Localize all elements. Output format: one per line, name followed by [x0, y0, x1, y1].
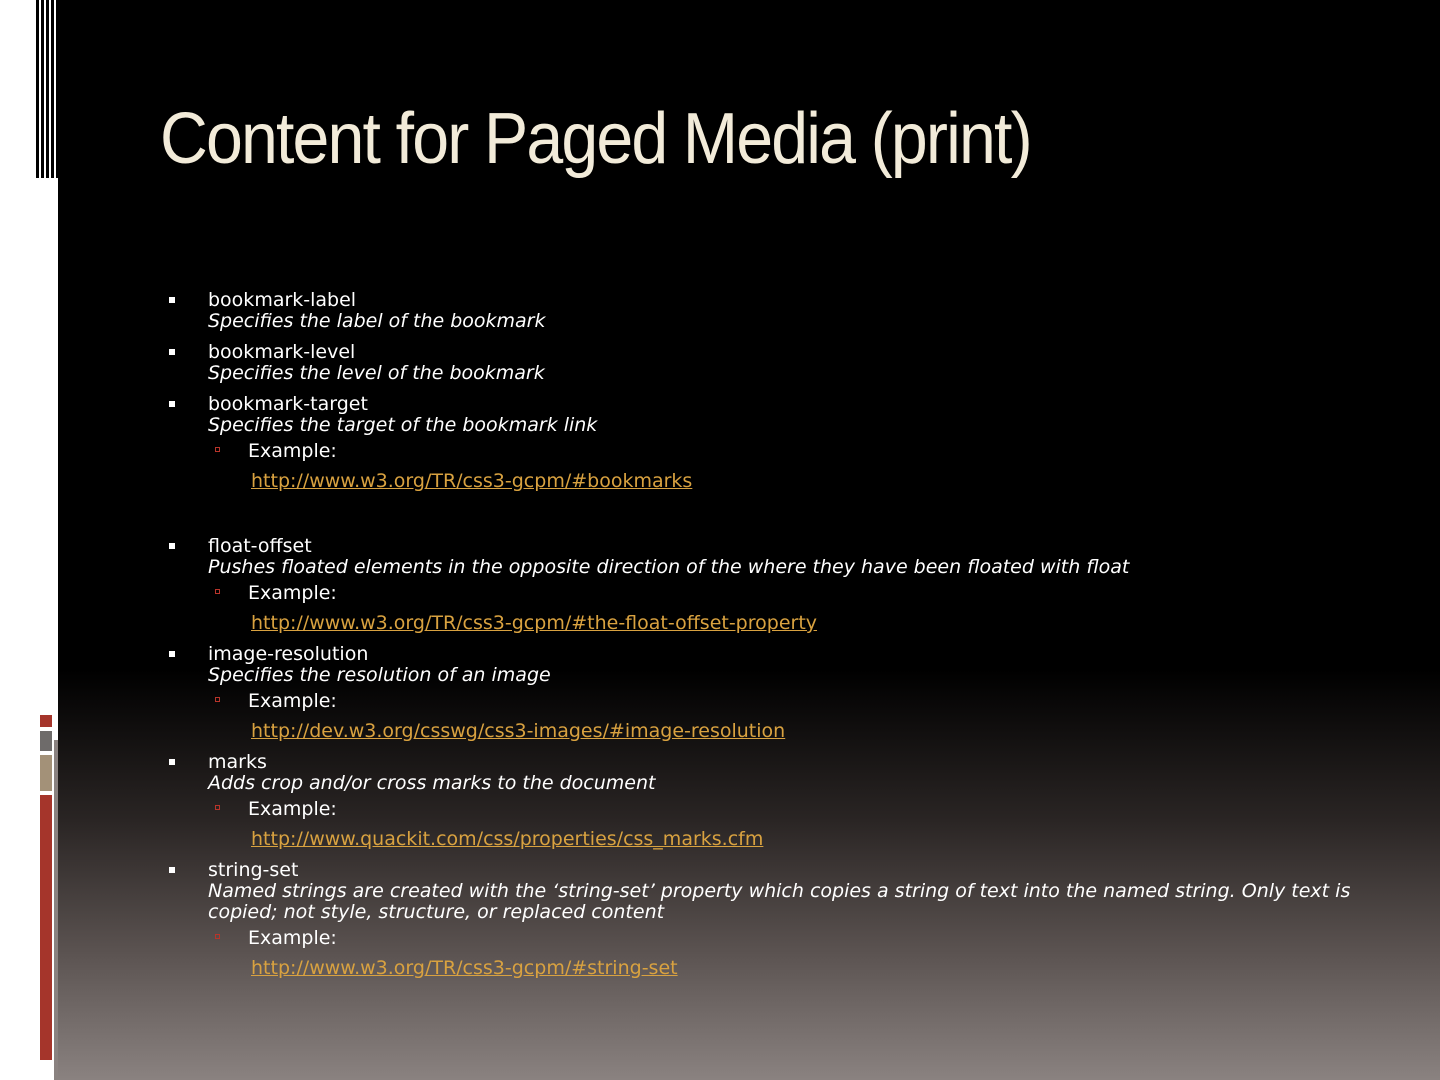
example-subitem [208, 927, 1398, 949]
property-description: Named strings are created with the ‘string-set’ property which copies a string of text into the named string. Only text is copied; not style, structure, or replaced content [208, 880, 1351, 923]
square-bullet-icon [169, 867, 175, 873]
property-description: Specifies the resolution of an image [208, 664, 551, 686]
example-link[interactable]: http://www.w3.org/TR/css3-gcpm/#bookmarks [251, 470, 693, 492]
hollow-square-bullet-icon [215, 447, 220, 452]
property-name: bookmark-target [208, 393, 368, 415]
hollow-square-bullet-icon [215, 589, 220, 594]
property-name: marks [208, 751, 267, 773]
example-subitem [208, 440, 1398, 462]
square-bullet-icon [169, 759, 175, 765]
example-label: Example: [248, 582, 337, 604]
example-subitem [208, 690, 1398, 712]
square-bullet-icon [169, 543, 175, 549]
square-bullet-icon [169, 297, 175, 303]
example-subitem [208, 798, 1398, 820]
example-link[interactable]: http://www.quackit.com/css/properties/css_marks.cfm [251, 828, 764, 850]
hollow-square-bullet-icon [215, 805, 220, 810]
square-bullet-icon [169, 349, 175, 355]
list-item [158, 394, 1398, 492]
hollow-square-bullet-icon [215, 697, 220, 702]
example-label: Example: [248, 440, 337, 462]
decorative-block-tan [40, 755, 52, 791]
list-item [158, 290, 1398, 332]
example-label: Example: [248, 927, 337, 949]
example-label: Example: [248, 690, 337, 712]
property-name: float-offset [208, 535, 312, 557]
slide-title: Content for Paged Media (print) [160, 99, 1031, 179]
decorative-block-gray [40, 731, 52, 751]
example-subitem [208, 582, 1398, 604]
property-description: Pushes floated elements in the opposite direction of the where they have been floated with float [208, 556, 1130, 578]
list-item [158, 644, 1398, 742]
property-name: image-resolution [208, 643, 369, 665]
square-bullet-icon [169, 401, 175, 407]
list-item [158, 342, 1398, 384]
example-link[interactable]: http://www.w3.org/TR/css3-gcpm/#the-float-offset-property [251, 612, 818, 634]
property-description: Specifies the target of the bookmark link [208, 414, 598, 436]
left-decoration [0, 0, 60, 1080]
list-item [158, 752, 1398, 850]
example-link[interactable]: http://dev.w3.org/csswg/css3-images/#image-resolution [251, 720, 786, 742]
decorative-slats [36, 0, 58, 178]
slide [58, 0, 1440, 1080]
hollow-square-bullet-icon [215, 934, 220, 939]
property-description: Adds crop and/or cross marks to the document [208, 772, 656, 794]
square-bullet-icon [169, 651, 175, 657]
example-label: Example: [248, 798, 337, 820]
list-item [158, 536, 1398, 634]
decorative-block-red [40, 715, 52, 727]
bullet-list [158, 290, 1398, 989]
example-link[interactable]: http://www.w3.org/TR/css3-gcpm/#string-set [251, 957, 678, 979]
property-name: string-set [208, 859, 299, 881]
property-name: bookmark-level [208, 341, 356, 363]
property-description: Specifies the label of the bookmark [208, 310, 546, 332]
property-name: bookmark-label [208, 289, 357, 311]
property-description: Specifies the level of the bookmark [208, 362, 545, 384]
decorative-bar-red [40, 795, 52, 1060]
list-item [158, 860, 1398, 979]
